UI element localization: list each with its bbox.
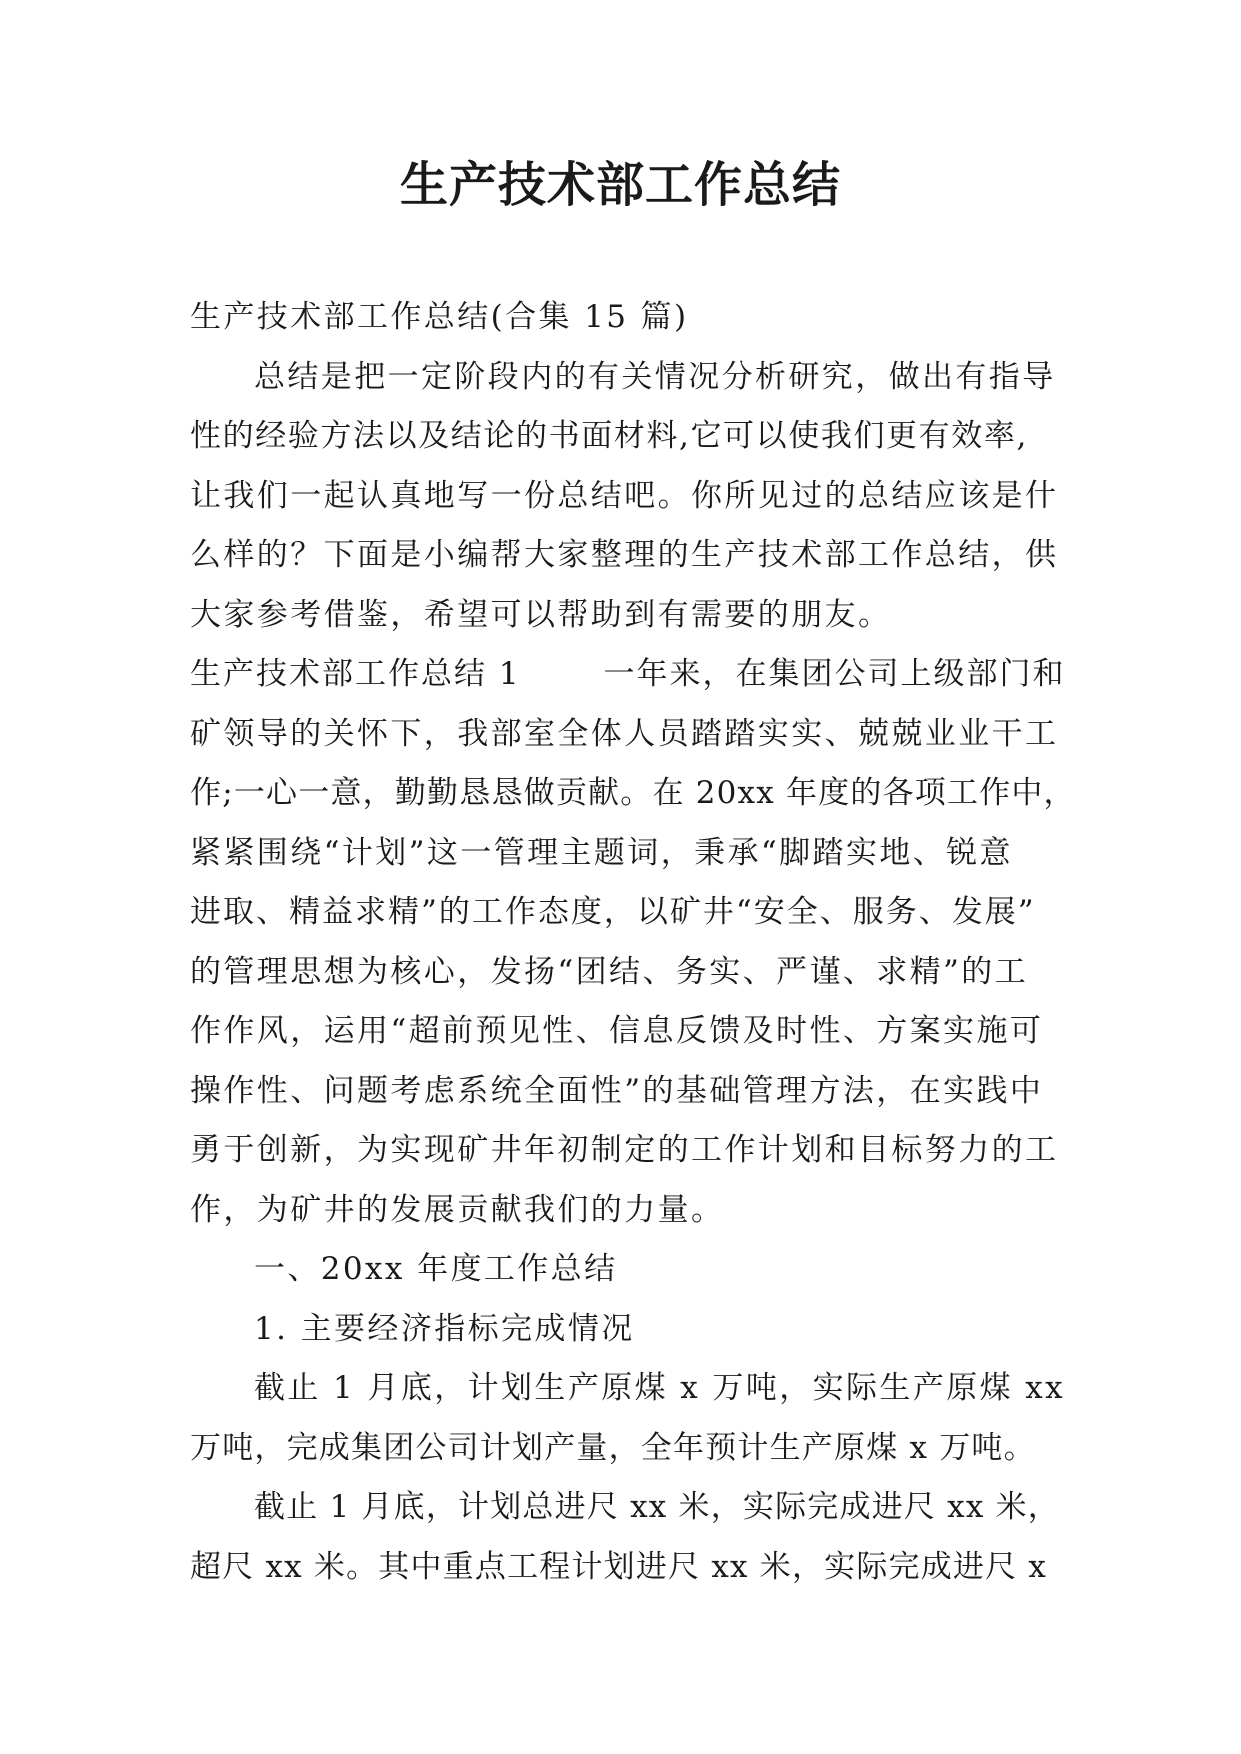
text-line: 紧紧围绕“计划”这一管理主题词，秉承“脚踏实地、锐意 xyxy=(190,834,1013,871)
text-line: 超尺 xx 米。其中重点工程计划进尺 xx 米，实际完成进尺 x xyxy=(190,1548,1048,1585)
text-line: 矿领导的关怀下，我部室全体人员踏踏实实、兢兢业业干工 xyxy=(190,715,1059,752)
text-line: 万吨，完成集团公司计划产量，全年预计生产原煤 x 万吨。 xyxy=(190,1429,1036,1466)
text-line: 勇于创新，为实现矿井年初制定的工作计划和目标努力的工 xyxy=(190,1132,1059,1168)
text-line: 截止 1 月底，计划生产原煤 x 万吨，实际生产原煤 xx xyxy=(254,1370,1066,1406)
text-line: 作作风，运用“超前预见性、信息反馈及时性、方案实施可 xyxy=(190,1013,1044,1049)
text-line: 生产技术部工作总结(合集 15 篇) xyxy=(190,299,689,335)
text-line: 让我们一起认真地写一份总结吧。你所见过的总结应该是什 xyxy=(190,477,1059,514)
section-heading: 一、20xx 年度工作总结 xyxy=(254,1251,618,1287)
text-line: 作;一心一意，勤勤恳恳做贡献。在 20xx 年度的各项工作中， xyxy=(190,775,1076,811)
subsection-heading: 1. 主要经济指标完成情况 xyxy=(254,1310,635,1347)
document-body xyxy=(190,288,1076,1597)
text-line: 么样的？下面是小编帮大家整理的生产技术部工作总结，供 xyxy=(190,537,1059,573)
text-line: 生产技术部工作总结 1 一年来，在集团公司上级部门和 xyxy=(190,656,1066,692)
text-line: 性的经验方法以及结论的书面材料,它可以使我们更有效率, xyxy=(190,418,1028,454)
text-line: 总结是把一定阶段内的有关情况分析研究，做出有指导 xyxy=(254,358,1056,395)
text-line: 作，为矿井的发展贡献我们的力量。 xyxy=(190,1191,725,1228)
text-line: 截止 1 月底，计划总进尺 xx 米，实际完成进尺 xx 米， xyxy=(254,1489,1060,1525)
text-line: 的管理思想为核心，发扬“团结、务实、严谨、求精”的工 xyxy=(190,953,1029,990)
text-line: 操作性、问题考虑系统全面性”的基础管理方法，在实践中 xyxy=(190,1072,1044,1109)
text-line: 进取、精益求精”的工作态度，以矿井“安全、服务、发展” xyxy=(190,894,1036,930)
text-line: 大家参考借鉴，希望可以帮助到有需要的朋友。 xyxy=(190,596,892,633)
document-title: 生产技术部工作总结 xyxy=(399,157,841,213)
